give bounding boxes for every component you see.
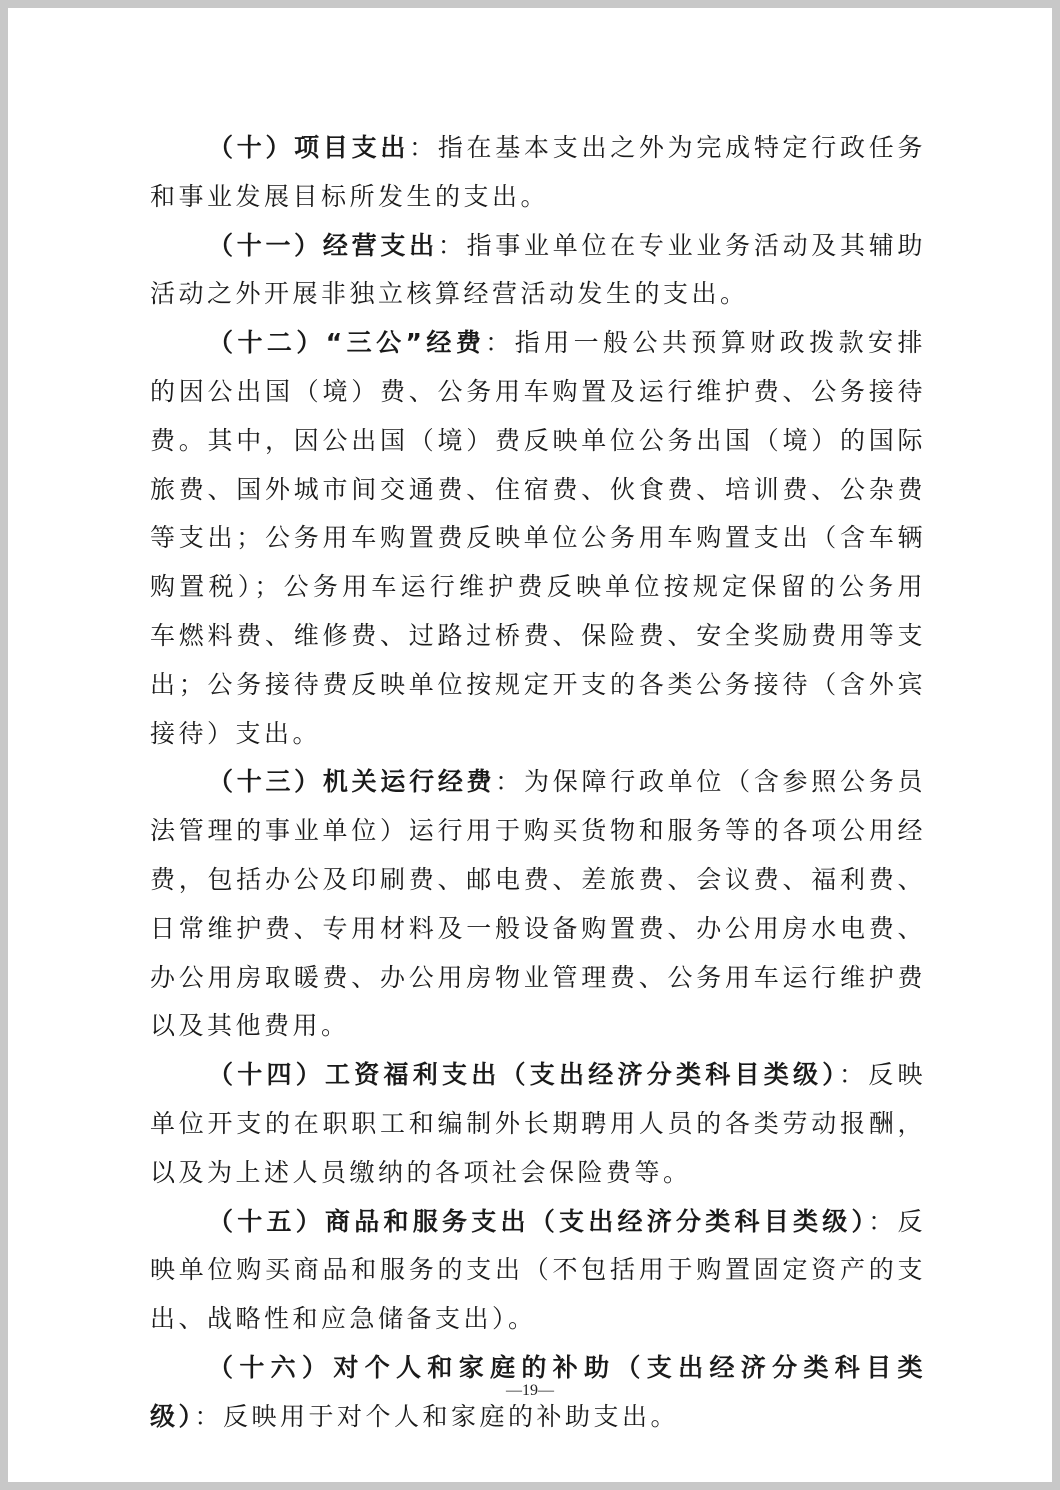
term-separator: ： [868,1206,898,1236]
paragraph-text: 反映用于对个人和家庭的补助支出。 [223,1401,680,1431]
paragraph-project-expenditure [150,124,926,222]
paragraph-text: 反映单位购买商品和服务的支出（不包括用于购置固定资产的支出、战略性和应急储备支出）。 [150,1206,926,1334]
term-separator: ： [838,1060,869,1090]
paragraph-goods-services [150,1198,926,1344]
term-heading: （十一）经营支出 [208,230,438,260]
paragraph-text: 指在基本支出之外为完成特定行政任务和事业发展目标所发生的支出。 [150,133,926,211]
page-body [150,124,926,1442]
paragraph-agency-operating-funds [150,758,926,1051]
term-heading: （十三）机关运行经费 [208,767,496,797]
paragraph-operating-expenditure [150,222,926,320]
term-separator: ： [409,133,438,162]
term-heading: （十）项目支出 [208,133,410,162]
term-heading: （十二）“三公”经费 [208,328,486,358]
document-page [8,8,1052,1482]
paragraph-text: 反映单位开支的在职职工和编制外长期聘用人员的各类劳动报酬，以及为上述人员缴纳的各项社会保险费等。 [150,1060,926,1187]
paragraph-wages-welfare [150,1051,926,1197]
paragraph-three-public-expenses [150,319,926,758]
term-separator: ： [437,230,467,260]
term-separator: ： [485,328,515,358]
page-number: —19— [506,1382,554,1399]
paragraph-text: 为保障行政单位（含参照公务员法管理的事业单位）运行用于购买货物和服务等的各项公用经费，包括办公及印刷费、邮电费、差旅费、会议费、福利费、日常维护费、专用材料及一般设备购置费、办公用房水电费、办公用房取暖费、办公用房物业管理费、公务用车运行维护费以及其他费用。 [150,767,926,1041]
term-heading: （十五）商品和服务支出（支出经济分类科目类级） [208,1206,869,1236]
term-separator: ： [495,767,525,797]
term-separator: ： [194,1401,224,1431]
term-heading: （十四）工资福利支出（支出经济分类科目类级） [208,1060,839,1090]
paragraph-text: 指用一般公共预算财政拨款安排的因公出国（境）费、公务用车购置及运行维护费、公务接待费。其中，因公出国（境）费反映单位公务出国（境）的国际旅费、国外城市间交通费、住宿费、伙食费、培训费、公杂费等支出；公务用车购置费反映单位公务用车购置支出（含车辆购置税）；公务用车运行维护费反映单位按规定保留的公务用车燃料费、维修费、过路过桥费、保险费、安全奖励费用等支出；公务接待费反映单位按规定开支的各类公务接待（含外宾接待）支出。 [150,328,926,748]
term-heading: （十六）对个人和家庭的补助（支出经济分类科目类级） [150,1352,926,1431]
paragraph-text: 指事业单位在专业业务活动及其辅助活动之外开展非独立核算经营活动发生的支出。 [150,230,926,309]
